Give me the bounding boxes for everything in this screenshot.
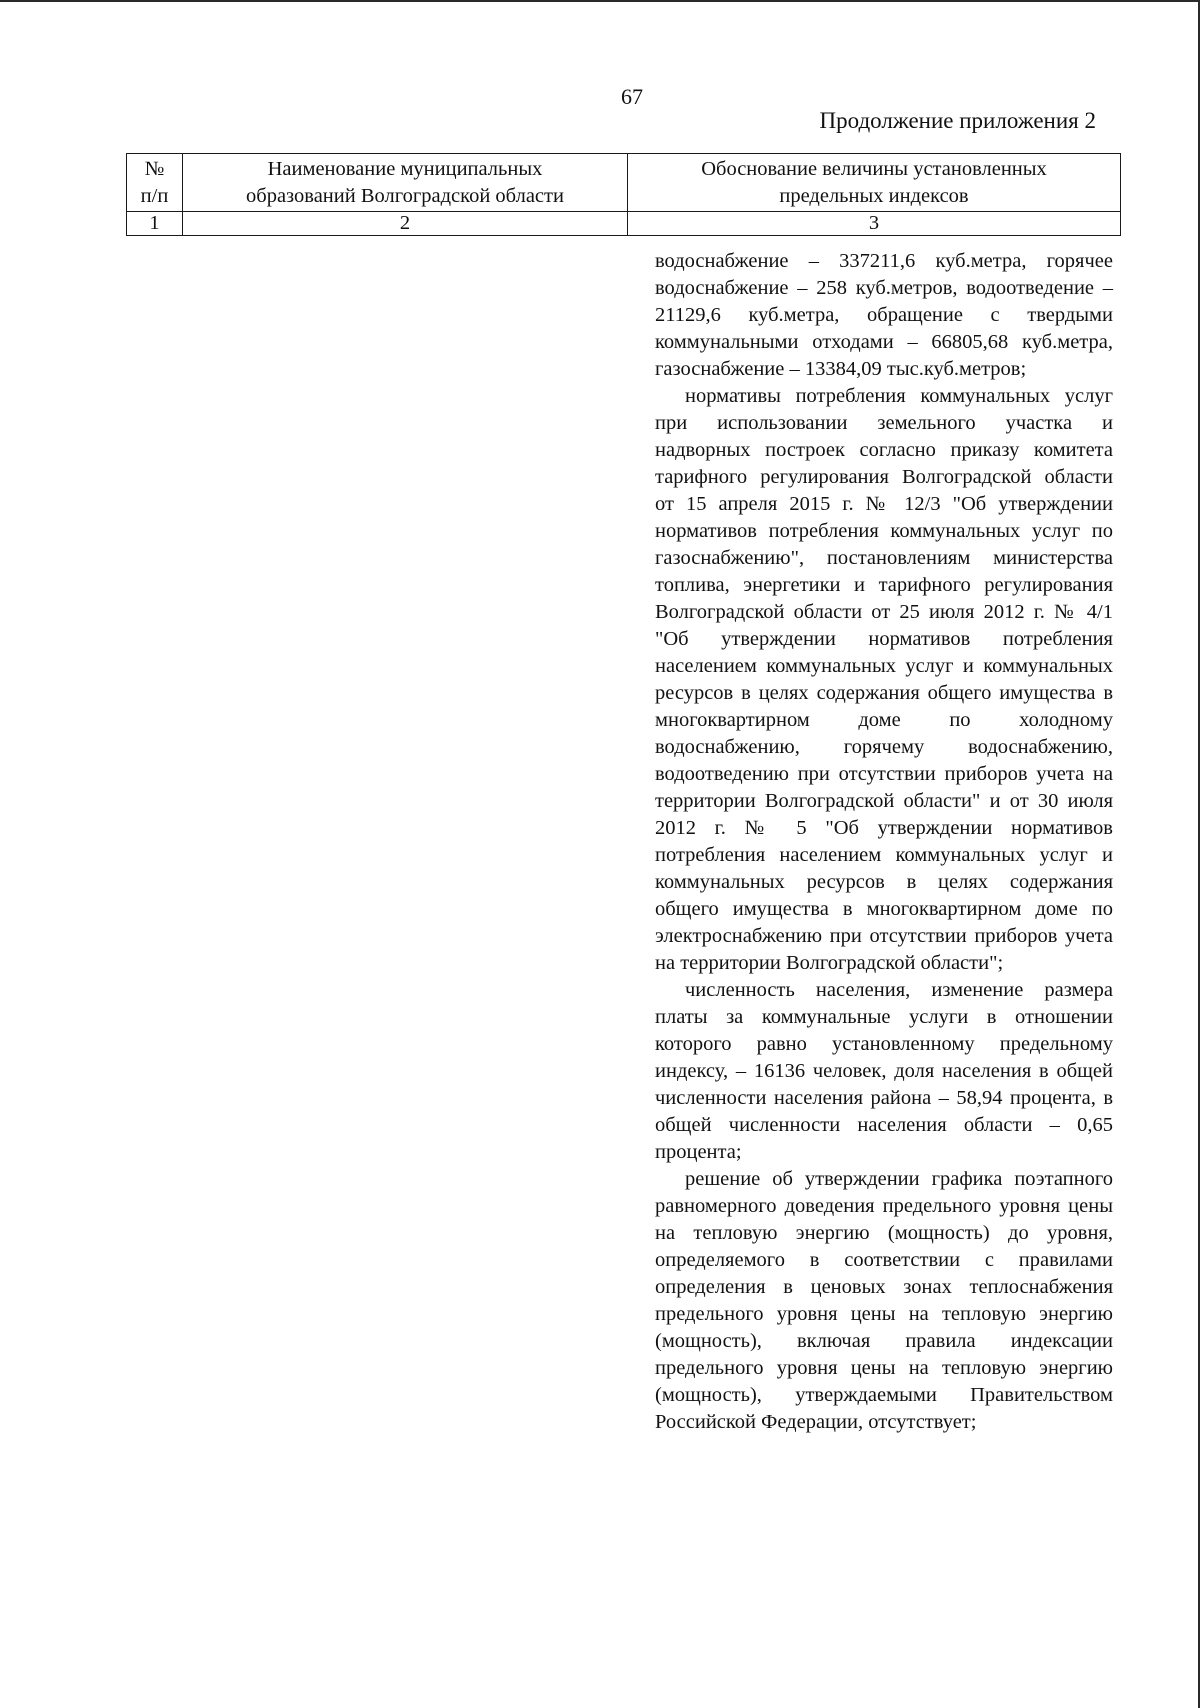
header-cell-municipality: [183, 154, 628, 212]
appendix-continuation-note: Продолжение приложения 2: [819, 108, 1096, 133]
paragraph-heat-price-decision: решение об утверждении графика поэтапного равномерного доведения предельного уровня цены на тепловую энергию (мощность) до уровня, определяемого в соответствии с правилами определения в ценовых зонах теплоснабжения предельного уровня цены на тепловую энергию (мощность), включая правила индексации предельного уровня цены на тепловую энергию (мощность), утверждаемыми Правительством Российской Федерации, отсутствует;: [655, 1168, 1113, 1433]
header-municipality-line2: образований Волгоградской области: [246, 184, 564, 207]
page-number: 67: [621, 84, 643, 109]
column-number-row: [127, 212, 1121, 236]
header-justification-line2: предельных индексов: [779, 184, 969, 207]
header-municipality-line1: Наименование муниципальных: [267, 157, 543, 180]
column-number-1: 1: [127, 212, 183, 236]
scan-edge-top: [0, 0, 1200, 2]
column-number-2: 2: [183, 212, 628, 236]
header-cell-number: [127, 154, 183, 212]
justification-text: [655, 248, 1113, 1436]
header-number-line1: №: [144, 157, 165, 180]
column-number-3: 3: [628, 212, 1121, 236]
paragraph-population: численность населения, изменение размера платы за коммунальные услуги в отношении которого равно установленному предельному индексу, – 16136 человек, доля населения в общей численности населения района – 58,94 процента, в общей численности населения области – 0,65 процента;: [655, 979, 1113, 1163]
header-number-line2: п/п: [140, 184, 169, 207]
header-table: [126, 153, 1121, 236]
header-cell-justification: [628, 154, 1121, 212]
paragraph-consumption-norms: нормативы потребления коммунальных услуг при использовании земельного участка и надворных построек согласно приказу комитета тарифного регулирования Волгоградской области от 15 апреля 2015 г. № 12/3 "Об утверждении нормативов потребления коммунальных услуг по газоснабжению", постановлениям министерства топлива, энергетики и тарифного регулирования Волгоградской области от 25 июля 2012 г. № 4/1 "Об утверждении нормативов потребления населением коммунальных услуг и коммунальных ресурсов в целях содержания общего имущества в многоквартирном доме по холодному водоснабжению, горячему водоснабжению, водоотведению при отсутствии приборов учета на территории Волгоградской области" и от 30 июля 2012 г. № 5 "Об утверждении нормативов потребления населением коммунальных услуг и коммунальных ресурсов в целях содержания общего имущества в многоквартирном доме по электроснабжению при отсутствии приборов учета на территории Волгоградской области";: [655, 385, 1113, 974]
header-row: [127, 154, 1121, 212]
header-justification-line1: Обоснование величины установленных: [701, 157, 1047, 180]
paragraph-resource-volumes: водоснабжение – 337211,6 куб.метра, горячее водоснабжение – 258 куб.метров, водоотведение – 21129,6 куб.метра, обращение с твердыми коммунальными отходами – 66805,68 куб.метра, газоснабжение – 13384,09 тыс.куб.метров;: [655, 250, 1113, 380]
